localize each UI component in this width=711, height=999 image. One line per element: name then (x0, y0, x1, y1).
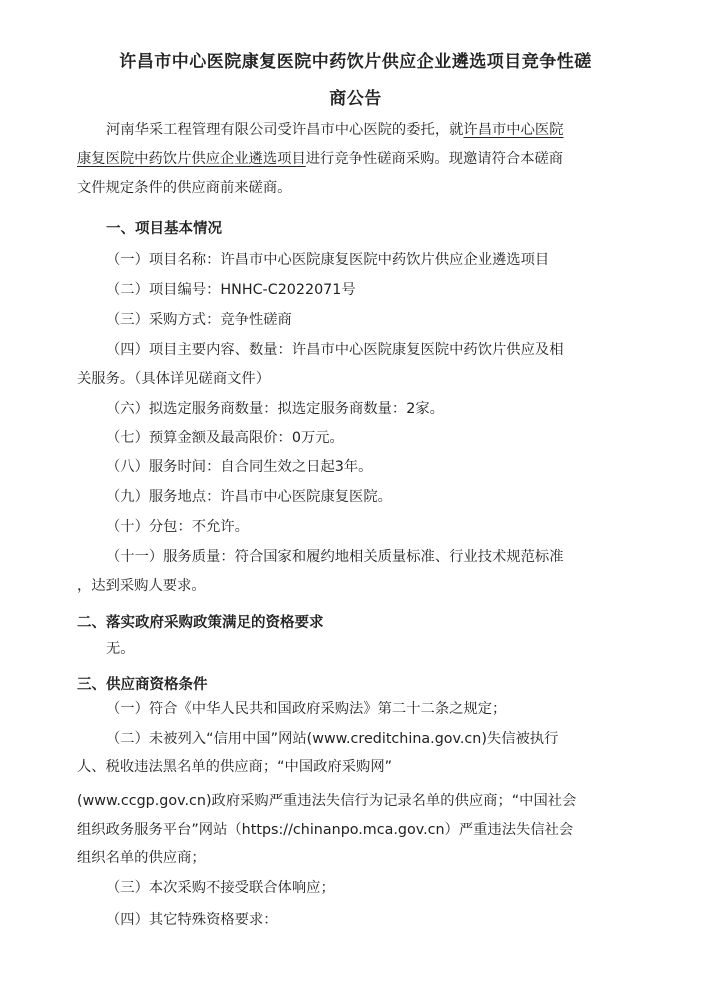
document-title-line-2: 商公告 (329, 89, 382, 109)
intro-text: 进行竞争性磋商采购。现邀请符合本磋商 (305, 151, 564, 167)
item-main-content: （四）项目主要内容、数量：许昌市中心医院康复医院中药饮片供应及相 (106, 342, 564, 358)
qualification-item-3: （三）本次采购不接受联合体响应； (106, 880, 335, 896)
item-service-quality-cont: ，达到采购人要求。 (77, 578, 206, 594)
item-procurement-method: （三）采购方式：竞争性磋商 (106, 312, 292, 328)
qualification-item-4: （四）其它特殊资格要求： (106, 912, 278, 928)
section-heading-basic-info: 一、项目基本情况 (106, 221, 222, 237)
project-name-underlined: 许昌市中心医院 (463, 122, 564, 138)
intro-text: 河南华采工程管理有限公司受许昌市中心医院的委托，就 (106, 122, 464, 138)
intro-line-2 (77, 149, 563, 169)
intro-line-3: 文件规定条件的供应商前来磋商。 (77, 180, 292, 196)
policy-body: 无。 (106, 641, 135, 657)
item-provider-count: （六）拟选定服务商数量：拟选定服务商数量：2家。 (106, 401, 444, 417)
section-heading-qualifications: 三、供应商资格条件 (77, 677, 208, 693)
document-title-line-1: 许昌市中心医院康复医院中药饮片供应企业遴选项目竞争性磋 (119, 52, 592, 72)
qualification-item-2-cont: 组织名单的供应商； (77, 850, 206, 866)
item-service-time: （八）服务时间：自合同生效之日起3年。 (106, 459, 373, 475)
item-subcontract: （十）分包：不允许。 (106, 519, 249, 535)
qualification-item-1: （一）符合《中华人民共和国政府采购法》第二十二条之规定； (106, 701, 507, 717)
item-budget: （七）预算金额及最高限价：0万元。 (106, 430, 344, 446)
qualification-item-2-cont: 人、税收违法黑名单的供应商；“中国政府采购网” (77, 759, 393, 775)
qualification-item-2-cont: (www.ccgp.gov.cn)政府采购严重违法失信行为记录名单的供应商；“中国社会 (77, 793, 577, 809)
section-heading-policy: 二、落实政府采购政策满足的资格要求 (77, 615, 324, 631)
qualification-item-2-cont: 组织政务服务平台”网站（https://chinanpo.mca.gov.cn）严重违法失信社会 (77, 822, 574, 838)
item-service-location: （九）服务地点：许昌市中心医院康复医院。 (106, 489, 392, 505)
item-project-number: （二）项目编号：HNHC-C2022071号 (106, 282, 356, 298)
project-name-underlined: 康复医院中药饮片供应企业遴选项目 (77, 151, 306, 167)
qualification-item-2: （二）未被列入“信用中国”网站(www.creditchina.gov.cn)失信被执行 (106, 731, 559, 747)
item-service-quality: （十一）服务质量：符合国家和履约地相关质量标准、行业技术规范标准 (106, 549, 564, 565)
item-project-name: （一）项目名称：许昌市中心医院康复医院中药饮片供应企业遴选项目 (106, 252, 550, 268)
intro-line-1 (106, 120, 564, 140)
item-main-content-cont: 关服务。（具体详见磋商文件） (77, 371, 271, 387)
